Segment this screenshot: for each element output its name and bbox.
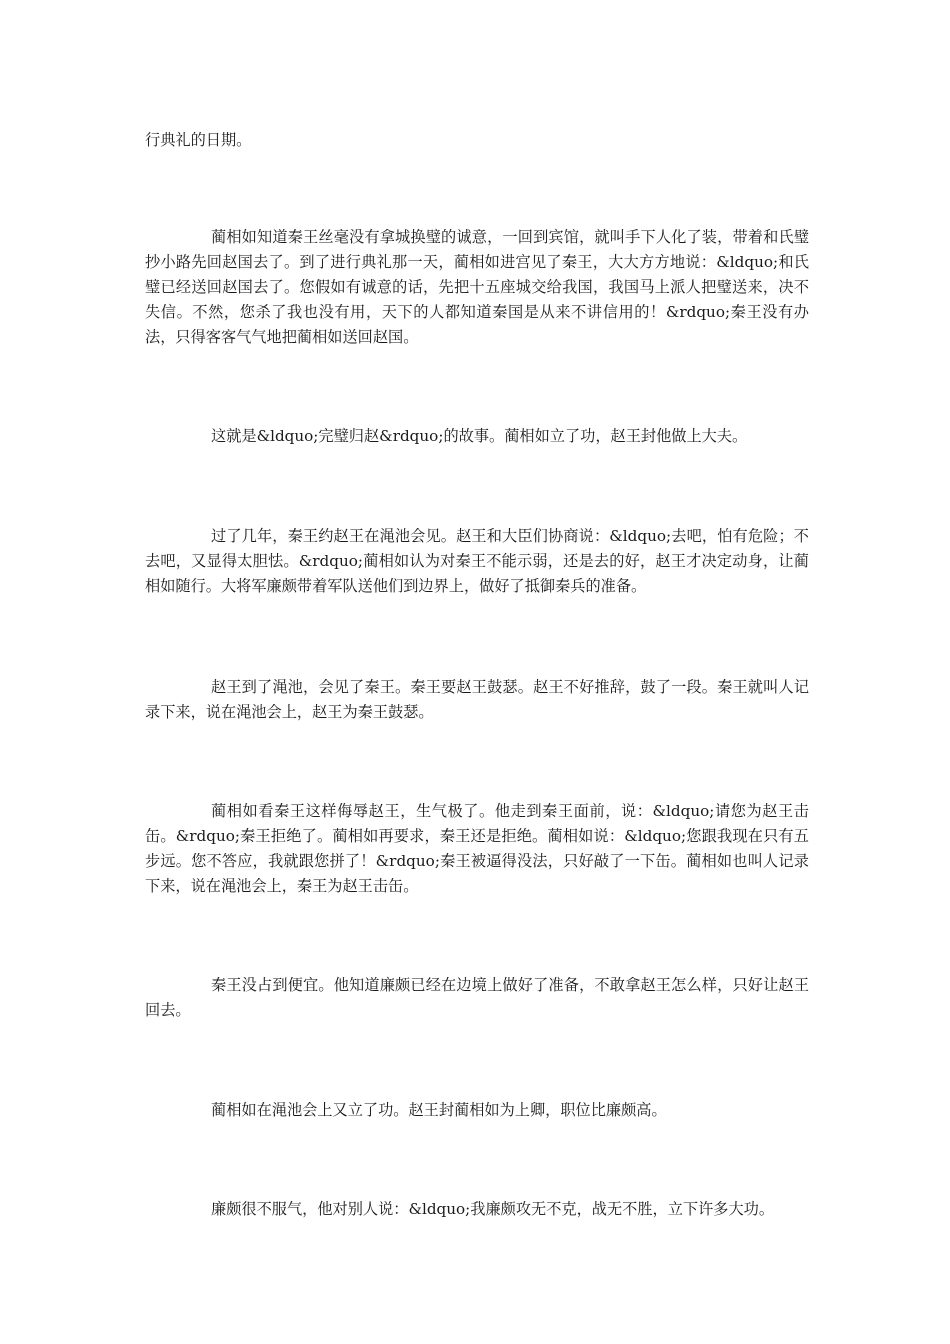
paragraph-zhao-plays-se: 赵王到了渑池，会见了秦王。秦王要赵王鼓瑟。赵王不好推辞，鼓了一段。秦王就叫人记录下来，说在渑池会上，赵王为秦王鼓瑟。 [145,678,809,721]
paragraph-story-summary: 这就是&ldquo;完璧归赵&rdquo;的故事。蔺相如立了功，赵王封他做上大夫。 [211,427,748,445]
paragraph-continuation: 行典礼的日期。 [145,131,252,149]
paragraph-lian-po-complaint: 廉颇很不服气，他对别人说：&ldquo;我廉颇攻无不克，战无不胜，立下许多大功。 [211,1200,775,1218]
paragraph-return-jade: 蔺相如知道秦王丝毫没有拿城换璧的诚意，一回到宾馆，就叫手下人化了装，带着和氏璧抄小路先回赵国去了。到了进行典礼那一天，蔺相如进宫见了秦王，大大方方地说：&ldquo;和氏璧已经送回赵国去了。您假如有诚意的话，先把十五座城交给我国，我国马上派人把璧送来，决不失信。不然，您杀了我也没有用，天下的人都知道秦国是从来不讲信用的！&rdquo;秦王没有办法，只得客客气气地把蔺相如送回赵国。 [145,228,809,346]
paragraph-mianchi-meeting: 过了几年，秦王约赵王在渑池会见。赵王和大臣们协商说：&ldquo;去吧，怕有危险；不去吧，又显得太胆怯。&rdquo;蔺相如认为对秦王不能示弱，还是去的好，赵王才决定动身，让蔺相如随行。大将军廉颇带着军队送他们到边界上，做好了抵御秦兵的准备。 [145,527,809,595]
paragraph-qin-strikes-fou: 蔺相如看秦王这样侮辱赵王，生气极了。他走到秦王面前，说：&ldquo;请您为赵王击缶。&rdquo;秦王拒绝了。蔺相如再要求，秦王还是拒绝。蔺相如说：&ldquo;您跟我现在只有五步远。您不答应，我就跟您拼了！&rdquo;秦王被逼得没法，只好敲了一下缶。蔺相如也叫人记录下来，说在渑池会上，秦王为赵王击缶。 [145,802,809,895]
paragraph-qin-retreats: 秦王没占到便宜。他知道廉颇已经在边境上做好了准备，不敢拿赵王怎么样，只好让赵王回去。 [145,976,809,1019]
paragraph-promotion: 蔺相如在渑池会上又立了功。赵王封蔺相如为上卿，职位比廉颇高。 [211,1101,667,1119]
